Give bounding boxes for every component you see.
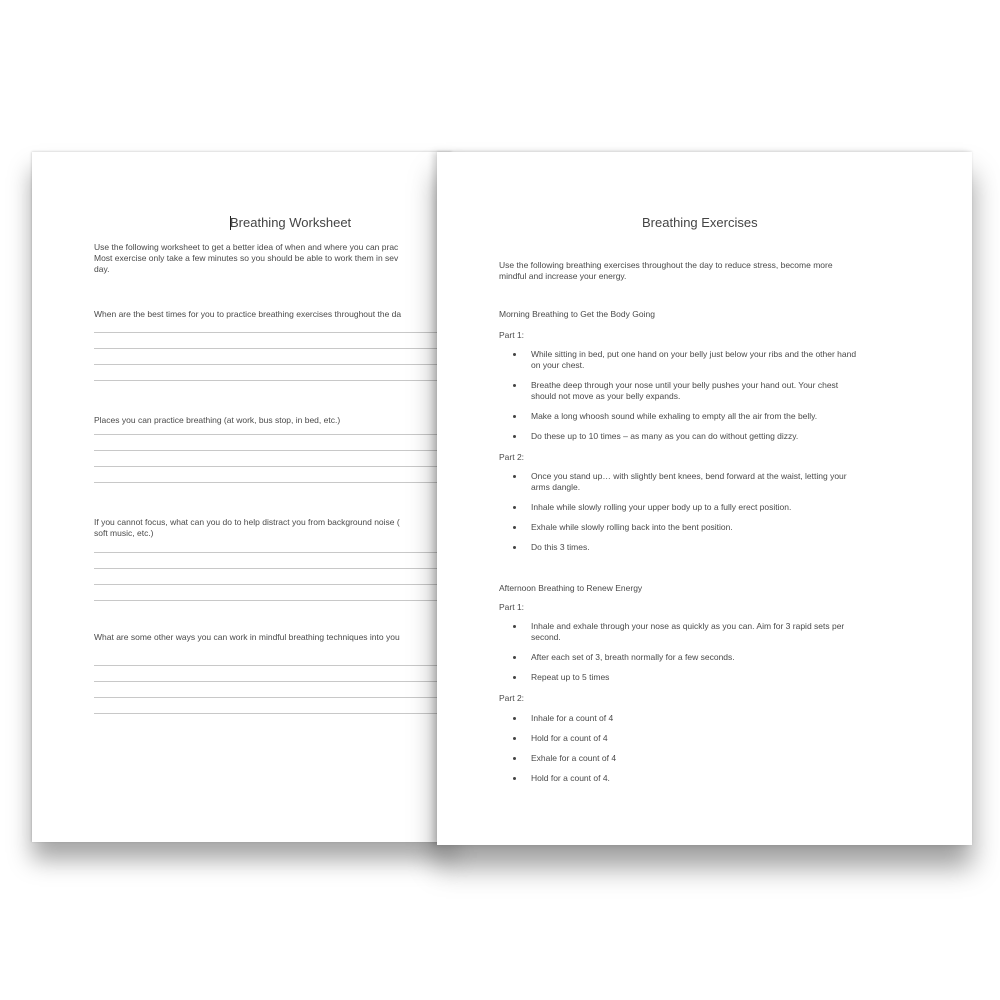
bullet-text: Do this 3 times.	[531, 542, 590, 552]
section-heading: Morning Breathing to Get the Body Going	[499, 309, 655, 319]
answer-line[interactable]	[94, 682, 452, 698]
bullet-text: Exhale while slowly rolling back into the bent position.	[531, 522, 733, 532]
worksheet-page	[32, 152, 452, 842]
answer-line[interactable]	[94, 698, 452, 714]
answer-lines	[94, 650, 452, 714]
bullet-text: should not move as your belly expands.	[531, 391, 681, 401]
bullet-text: Hold for a count of 4.	[531, 773, 610, 783]
bullet-text: Repeat up to 5 times	[531, 672, 610, 682]
bullet-item	[499, 713, 616, 724]
bullet-text: Inhale and exhale through your nose as quickly as you can. Aim for 3 rapid sets per	[531, 621, 845, 631]
worksheet-intro-line: Use the following worksheet to get a better idea of when and where you can prac	[94, 242, 399, 252]
bullet-item	[499, 542, 847, 553]
bullet-text: Hold for a count of 4	[531, 733, 608, 743]
bullet-item	[499, 773, 616, 784]
part-label: Part 2:	[499, 693, 525, 703]
bullet-item	[499, 349, 856, 371]
answer-line[interactable]	[94, 451, 452, 467]
bullet-text: Do these up to 10 times – as many as you can do without getting dizzy.	[531, 431, 799, 441]
answer-line[interactable]	[94, 419, 452, 435]
bullet-item	[499, 652, 844, 663]
bullet-text: second.	[531, 632, 561, 642]
bullet-item	[499, 621, 844, 643]
bullet-item	[499, 502, 847, 513]
worksheet-question-text: What are some other ways you can work in mindful breathing techniques into you	[94, 632, 400, 642]
bullet-text: After each set of 3, breath normally for a few seconds.	[531, 652, 735, 662]
bullet-text: Inhale for a count of 4	[531, 713, 614, 723]
bullet-text: Inhale while slowly rolling your upper body up to a fully erect position.	[531, 502, 792, 512]
part-label: Part 1:	[499, 330, 525, 340]
worksheet-title: Breathing Worksheet	[230, 215, 352, 230]
bullet-item	[499, 753, 616, 764]
part-label: Part 2:	[499, 452, 525, 462]
part-label: Part 1:	[499, 602, 525, 612]
worksheet-question-text: soft music, etc.)	[94, 528, 154, 538]
answer-line[interactable]	[94, 650, 452, 666]
bullet-item	[499, 522, 847, 533]
answer-lines	[94, 537, 452, 601]
answer-line[interactable]	[94, 553, 452, 569]
worksheet-question-text: When are the best times for you to practice breathing exercises throughout the da	[94, 309, 402, 319]
bullet-item	[499, 672, 844, 683]
exercises-title: Breathing Exercises	[642, 215, 758, 230]
bullet-item	[499, 380, 856, 402]
answer-line[interactable]	[94, 585, 452, 601]
bullet-item	[499, 431, 856, 442]
worksheet-question-text: Places you can practice breathing (at work, bus stop, in bed, etc.)	[94, 415, 341, 425]
answer-line[interactable]	[94, 317, 452, 333]
bullet-text: Once you stand up… with slightly bent knees, bend forward at the waist, letting your	[531, 471, 847, 481]
section-heading: Afternoon Breathing to Renew Energy	[499, 583, 643, 593]
answer-lines	[94, 317, 452, 381]
bullet-list	[499, 471, 847, 553]
answer-line[interactable]	[94, 349, 452, 365]
bullet-text: Make a long whoosh sound while exhaling to empty all the air from the belly.	[531, 411, 818, 421]
answer-line[interactable]	[94, 666, 452, 682]
answer-line[interactable]	[94, 333, 452, 349]
bullet-text: arms dangle.	[531, 482, 581, 492]
bullet-text: Exhale for a count of 4	[531, 753, 617, 763]
worksheet-intro-line: Most exercise only take a few minutes so you should be able to work them in sev	[94, 253, 399, 263]
bullet-text: Breathe deep through your nose until your belly pushes your hand out. Your chest	[531, 380, 839, 390]
exercises-page	[437, 152, 972, 845]
exercises-intro-line: mindful and increase your energy.	[499, 271, 627, 281]
bullet-list	[499, 713, 616, 784]
worksheet-question	[94, 517, 400, 539]
answer-line[interactable]	[94, 365, 452, 381]
answer-lines	[94, 419, 452, 483]
bullet-text: While sitting in bed, put one hand on your belly just below your ribs and the other hand	[531, 349, 857, 359]
exercises-intro	[499, 260, 833, 282]
bullet-item	[499, 733, 616, 744]
answer-line[interactable]	[94, 569, 452, 585]
bullet-text: on your chest.	[531, 360, 585, 370]
worksheet-question-text: If you cannot focus, what can you do to help distract you from background noise (	[94, 517, 400, 527]
bullet-item	[499, 411, 856, 422]
answer-line[interactable]	[94, 435, 452, 451]
exercises-intro-line: Use the following breathing exercises throughout the day to reduce stress, become more	[499, 260, 833, 270]
bullet-list	[499, 621, 844, 683]
answer-line[interactable]	[94, 467, 452, 483]
worksheet-intro	[94, 242, 398, 275]
answer-line[interactable]	[94, 537, 452, 553]
worksheet-intro-line: day.	[94, 264, 110, 274]
bullet-item	[499, 471, 847, 493]
bullet-list	[499, 349, 856, 442]
worksheet-question	[94, 632, 400, 643]
